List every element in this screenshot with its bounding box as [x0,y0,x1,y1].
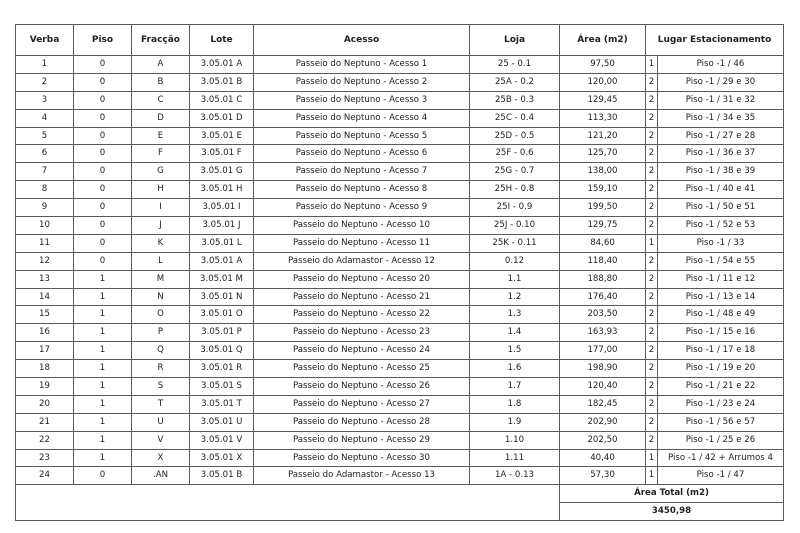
cell-acesso: Passeio do Adamastor - Acesso 12 [254,252,470,270]
cell-lote: 3.05.01 X [190,449,254,467]
cell-loja: 1.2 [470,288,560,306]
cell-spot-count: 2 [646,199,658,217]
cell-lote: 3.05.01 L [190,234,254,252]
cell-piso: 0 [74,163,132,181]
cell-spot-count: 2 [646,413,658,431]
cell-fraccao: N [132,288,190,306]
cell-fraccao: S [132,378,190,396]
table-row [16,109,784,127]
cell-spot-count: 2 [646,324,658,342]
cell-lote: 3.05.01 H [190,181,254,199]
cell-parking-spot: Piso -1 / 19 e 20 [658,360,784,378]
cell-verba: 20 [16,395,74,413]
header-lote: Lote [190,25,254,56]
cell-lote: 3.05.01 V [190,431,254,449]
cell-piso: 0 [74,109,132,127]
cell-piso: 1 [74,431,132,449]
cell-spot-count: 2 [646,91,658,109]
cell-parking-spot: Piso -1 / 47 [658,467,784,485]
table-body [16,56,784,485]
cell-parking-spot: Piso -1 / 25 e 26 [658,431,784,449]
cell-lote: 3.05.01 U [190,413,254,431]
cell-area: 129,75 [560,217,646,235]
cell-piso: 0 [74,145,132,163]
cell-piso: 1 [74,378,132,396]
cell-piso: 1 [74,306,132,324]
header-piso: Piso [74,25,132,56]
total-label-row [16,485,784,503]
cell-acesso: Passeio do Neptuno - Acesso 11 [254,234,470,252]
total-area-label: Área Total (m2) [560,485,784,503]
cell-parking-spot: Piso -1 / 46 [658,56,784,74]
cell-piso: 1 [74,449,132,467]
cell-piso: 1 [74,413,132,431]
cell-lote: 3.05.01 P [190,324,254,342]
cell-loja: 25G - 0.7 [470,163,560,181]
cell-lote: 3.05.01 J [190,217,254,235]
cell-verba: 9 [16,199,74,217]
cell-piso: 0 [74,199,132,217]
table-row [16,449,784,467]
cell-piso: 1 [74,395,132,413]
header-acesso: Acesso [254,25,470,56]
table-row [16,324,784,342]
cell-lote: 3.05.01 N [190,288,254,306]
cell-fraccao: .AN [132,467,190,485]
cell-parking-spot: Piso -1 / 31 e 32 [658,91,784,109]
cell-lote: 3.05.01 A [190,252,254,270]
cell-parking-spot: Piso -1 / 40 e 41 [658,181,784,199]
cell-verba: 11 [16,234,74,252]
cell-loja: 25H - 0.8 [470,181,560,199]
cell-piso: 0 [74,73,132,91]
cell-lote: 3.05.01 D [190,109,254,127]
cell-fraccao: G [132,163,190,181]
table-row [16,378,784,396]
cell-area: 121,20 [560,127,646,145]
cell-loja: 25B - 0.3 [470,91,560,109]
cell-area: 120,40 [560,378,646,396]
cell-fraccao: T [132,395,190,413]
cell-spot-count: 2 [646,288,658,306]
cell-lote: 3.05.01 R [190,360,254,378]
cell-parking-spot: Piso -1 / 34 e 35 [658,109,784,127]
cell-fraccao: X [132,449,190,467]
cell-spot-count: 2 [646,217,658,235]
cell-area: 199,50 [560,199,646,217]
cell-acesso: Passeio do Neptuno - Acesso 24 [254,342,470,360]
header-lugar: Lugar Estacionamento [646,25,784,56]
cell-acesso: Passeio do Neptuno - Acesso 27 [254,395,470,413]
cell-area: 125,70 [560,145,646,163]
cell-parking-spot: Piso -1 / 29 e 30 [658,73,784,91]
cell-loja: 25I - 0.9 [470,199,560,217]
cell-area: 163,93 [560,324,646,342]
cell-piso: 1 [74,270,132,288]
cell-area: 40,40 [560,449,646,467]
cell-fraccao: P [132,324,190,342]
cell-loja: 1.3 [470,306,560,324]
cell-fraccao: E [132,127,190,145]
cell-acesso: Passeio do Neptuno - Acesso 20 [254,270,470,288]
cell-parking-spot: Piso -1 / 48 e 49 [658,306,784,324]
cell-acesso: Passeio do Neptuno - Acesso 21 [254,288,470,306]
cell-lote: 3.05.01 B [190,73,254,91]
cell-area: 113,30 [560,109,646,127]
cell-loja: 1.11 [470,449,560,467]
cell-acesso: Passeio do Neptuno - Acesso 5 [254,127,470,145]
cell-parking-spot: Piso -1 / 11 e 12 [658,270,784,288]
cell-parking-spot: Piso -1 / 15 e 16 [658,324,784,342]
cell-spot-count: 2 [646,360,658,378]
table-row [16,431,784,449]
cell-verba: 3 [16,91,74,109]
table-row [16,163,784,181]
cell-spot-count: 2 [646,431,658,449]
cell-spot-count: 2 [646,181,658,199]
table-row [16,467,784,485]
cell-loja: 1A - 0.13 [470,467,560,485]
cell-loja: 1.8 [470,395,560,413]
cell-parking-spot: Piso -1 / 38 e 39 [658,163,784,181]
cell-loja: 25K - 0.11 [470,234,560,252]
cell-area: 120,00 [560,73,646,91]
cell-verba: 16 [16,324,74,342]
cell-piso: 0 [74,91,132,109]
cell-loja: 1.1 [470,270,560,288]
table-row [16,413,784,431]
table-row [16,252,784,270]
table-row [16,306,784,324]
cell-area: 198,90 [560,360,646,378]
cell-loja: 25A - 0.2 [470,73,560,91]
table-row [16,199,784,217]
cell-spot-count: 2 [646,306,658,324]
cell-area: 159,10 [560,181,646,199]
cell-acesso: Passeio do Neptuno - Acesso 8 [254,181,470,199]
cell-piso: 0 [74,56,132,74]
cell-parking-spot: Piso -1 / 23 e 24 [658,395,784,413]
cell-piso: 0 [74,252,132,270]
cell-lote: 3.05.01 G [190,163,254,181]
table-row [16,288,784,306]
cell-lote: 3.05.01 S [190,378,254,396]
cell-loja: 1.5 [470,342,560,360]
cell-lote: 3.05.01 O [190,306,254,324]
cell-loja: 0.12 [470,252,560,270]
cell-fraccao: V [132,431,190,449]
cell-acesso: Passeio do Neptuno - Acesso 1 [254,56,470,74]
cell-verba: 13 [16,270,74,288]
cell-verba: 22 [16,431,74,449]
cell-spot-count: 2 [646,163,658,181]
cell-lote: 3.05.01 I [190,199,254,217]
cell-verba: 17 [16,342,74,360]
header-loja: Loja [470,25,560,56]
cell-loja: 1.10 [470,431,560,449]
cell-acesso: Passeio do Neptuno - Acesso 29 [254,431,470,449]
cell-piso: 0 [74,234,132,252]
cell-piso: 1 [74,324,132,342]
cell-verba: 18 [16,360,74,378]
cell-verba: 12 [16,252,74,270]
cell-acesso: Passeio do Neptuno - Acesso 23 [254,324,470,342]
header-fraccao: Fracção [132,25,190,56]
cell-verba: 19 [16,378,74,396]
cell-piso: 0 [74,467,132,485]
cell-area: 203,50 [560,306,646,324]
cell-area: 176,40 [560,288,646,306]
cell-loja: 25J - 0.10 [470,217,560,235]
cell-fraccao: H [132,181,190,199]
cell-verba: 24 [16,467,74,485]
table-row [16,234,784,252]
cell-spot-count: 2 [646,342,658,360]
table-row [16,217,784,235]
cell-area: 138,00 [560,163,646,181]
cell-spot-count: 1 [646,56,658,74]
cell-parking-spot: Piso -1 / 33 [658,234,784,252]
table-row [16,145,784,163]
cell-parking-spot: Piso -1 / 50 e 51 [658,199,784,217]
cell-lote: 3.05.01 B [190,467,254,485]
header-verba: Verba [16,25,74,56]
total-area-value: 3450,98 [560,503,784,521]
cell-lote: 3.05.01 C [190,91,254,109]
cell-verba: 8 [16,181,74,199]
cell-parking-spot: Piso -1 / 54 e 55 [658,252,784,270]
table-row [16,181,784,199]
cell-area: 84,60 [560,234,646,252]
cell-acesso: Passeio do Neptuno - Acesso 22 [254,306,470,324]
cell-spot-count: 1 [646,467,658,485]
cell-spot-count: 1 [646,449,658,467]
cell-acesso: Passeio do Neptuno - Acesso 28 [254,413,470,431]
cell-verba: 4 [16,109,74,127]
cell-verba: 2 [16,73,74,91]
cell-verba: 14 [16,288,74,306]
cell-area: 57,30 [560,467,646,485]
cell-fraccao: K [132,234,190,252]
cell-area: 129,45 [560,91,646,109]
table-row [16,360,784,378]
cell-spot-count: 2 [646,395,658,413]
table-row [16,127,784,145]
cell-acesso: Passeio do Neptuno - Acesso 30 [254,449,470,467]
cell-parking-spot: Piso -1 / 42 + Arrumos 4 [658,449,784,467]
cell-verba: 15 [16,306,74,324]
cell-piso: 0 [74,181,132,199]
table-row [16,91,784,109]
header-area: Área (m2) [560,25,646,56]
cell-area: 202,90 [560,413,646,431]
cell-lote: 3.05.01 F [190,145,254,163]
cell-area: 202,50 [560,431,646,449]
cell-area: 188,80 [560,270,646,288]
cell-piso: 0 [74,217,132,235]
table-row [16,73,784,91]
cell-fraccao: M [132,270,190,288]
cell-loja: 1.6 [470,360,560,378]
cell-spot-count: 2 [646,378,658,396]
cell-acesso: Passeio do Neptuno - Acesso 4 [254,109,470,127]
cell-piso: 1 [74,342,132,360]
cell-area: 118,40 [560,252,646,270]
cell-fraccao: A [132,56,190,74]
cell-verba: 6 [16,145,74,163]
cell-fraccao: B [132,73,190,91]
cell-parking-spot: Piso -1 / 17 e 18 [658,342,784,360]
cell-acesso: Passeio do Neptuno - Acesso 7 [254,163,470,181]
cell-area: 177,00 [560,342,646,360]
cell-parking-spot: Piso -1 / 36 e 37 [658,145,784,163]
cell-fraccao: J [132,217,190,235]
cell-loja: 1.7 [470,378,560,396]
cell-lote: 3.05.01 A [190,56,254,74]
cell-loja: 1.9 [470,413,560,431]
cell-parking-spot: Piso -1 / 21 e 22 [658,378,784,396]
cell-acesso: Passeio do Neptuno - Acesso 2 [254,73,470,91]
cell-parking-spot: Piso -1 / 52 e 53 [658,217,784,235]
cell-fraccao: I [132,199,190,217]
cell-fraccao: L [132,252,190,270]
cell-parking-spot: Piso -1 / 13 e 14 [658,288,784,306]
cell-loja: 25C - 0.4 [470,109,560,127]
cell-lote: 3.05.01 T [190,395,254,413]
table-row [16,342,784,360]
cell-loja: 25F - 0.6 [470,145,560,163]
cell-verba: 23 [16,449,74,467]
cell-loja: 25 - 0.1 [470,56,560,74]
cell-acesso: Passeio do Neptuno - Acesso 3 [254,91,470,109]
cell-acesso: Passeio do Neptuno - Acesso 25 [254,360,470,378]
cell-fraccao: C [132,91,190,109]
cell-fraccao: D [132,109,190,127]
cell-fraccao: R [132,360,190,378]
lots-table [15,24,784,521]
cell-verba: 5 [16,127,74,145]
cell-verba: 1 [16,56,74,74]
cell-parking-spot: Piso -1 / 56 e 57 [658,413,784,431]
cell-piso: 1 [74,288,132,306]
table-row [16,56,784,74]
cell-spot-count: 2 [646,270,658,288]
cell-lote: 3.05.01 E [190,127,254,145]
table-row [16,395,784,413]
cell-verba: 21 [16,413,74,431]
cell-fraccao: Q [132,342,190,360]
cell-spot-count: 2 [646,73,658,91]
header-row [16,25,784,56]
cell-spot-count: 1 [646,234,658,252]
cell-verba: 10 [16,217,74,235]
cell-spot-count: 2 [646,109,658,127]
cell-area: 182,45 [560,395,646,413]
cell-spot-count: 2 [646,127,658,145]
cell-piso: 0 [74,127,132,145]
cell-area: 97,50 [560,56,646,74]
cell-lote: 3.05.01 Q [190,342,254,360]
cell-fraccao: O [132,306,190,324]
cell-acesso: Passeio do Adamastor - Acesso 13 [254,467,470,485]
cell-acesso: Passeio do Neptuno - Acesso 26 [254,378,470,396]
cell-fraccao: U [132,413,190,431]
cell-loja: 1.4 [470,324,560,342]
cell-acesso: Passeio do Neptuno - Acesso 9 [254,199,470,217]
cell-acesso: Passeio do Neptuno - Acesso 6 [254,145,470,163]
cell-spot-count: 2 [646,145,658,163]
footer-blank-cell [16,485,560,521]
cell-acesso: Passeio do Neptuno - Acesso 10 [254,217,470,235]
table-row [16,270,784,288]
cell-lote: 3.05.01 M [190,270,254,288]
cell-verba: 7 [16,163,74,181]
cell-piso: 1 [74,360,132,378]
cell-spot-count: 2 [646,252,658,270]
cell-parking-spot: Piso -1 / 27 e 28 [658,127,784,145]
cell-fraccao: F [132,145,190,163]
cell-loja: 25D - 0.5 [470,127,560,145]
